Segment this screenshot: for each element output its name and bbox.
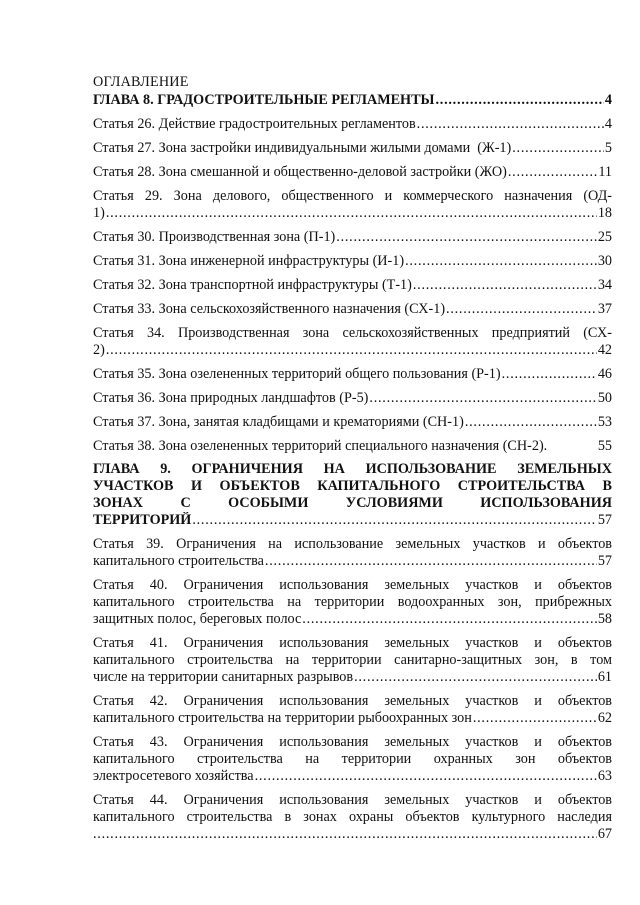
toc-entry-text-line: Статья 39. Ограничения на использование земельных участков и объектов — [93, 536, 612, 552]
toc-entry-last-line — [93, 768, 612, 785]
page-number: 57 — [597, 512, 612, 528]
toc-entry-article-32[interactable] — [93, 277, 612, 294]
toc-entry-text: Статья 28. Зона смешанной и общественно-деловой застройки (ЖО) — [93, 164, 507, 180]
dot-leader — [192, 512, 596, 529]
page-number: 63 — [597, 768, 612, 784]
toc-entry-text: Статья 27. Зона застройки индивидуальными жилыми домами (Ж-1) — [93, 140, 512, 156]
toc-entry-article-37[interactable] — [93, 414, 612, 431]
dot-leader — [413, 277, 597, 294]
toc-entry-text: 1) — [93, 205, 105, 221]
toc-entry-article-42[interactable] — [93, 693, 612, 727]
page-number: 67 — [597, 826, 612, 842]
dot-leader — [336, 229, 597, 246]
page-number: 62 — [597, 710, 612, 726]
toc-entry-text-line: Статья 41. Ограничения использования земельных участков и объектов — [93, 635, 612, 651]
toc-entry-article-35[interactable] — [93, 366, 612, 383]
toc-entry-last-line — [93, 611, 612, 628]
toc-entry-text-line: Статья 43. Ограничения использования земельных участков и объектов — [93, 734, 612, 750]
toc-entry-text: Статья 38. Зона озелененных территорий специального назначения (СН-2). — [93, 438, 548, 454]
toc-entry-article-28[interactable] — [93, 164, 612, 181]
toc-entry-text: ГЛАВА 8. ГРАДОСТРОИТЕЛЬНЫЕ РЕГЛАМЕНТЫ — [93, 92, 435, 108]
dot-leader — [465, 414, 597, 431]
toc-entry-text: капитального строительства — [93, 553, 264, 569]
toc-entry-text-line: капитального строительства на территории санитарно-защитных зон, в том — [93, 652, 612, 668]
toc-entry-last-line — [93, 205, 612, 222]
toc-entry-article-26[interactable] — [93, 116, 612, 133]
dot-leader — [93, 826, 597, 843]
toc-page — [93, 72, 612, 843]
page-number: 37 — [597, 301, 612, 317]
page-number: 46 — [597, 366, 612, 382]
toc-entry-article-34[interactable] — [93, 325, 612, 359]
toc-entry-text: Статья 30. Производственная зона (П-1) — [93, 229, 336, 245]
toc-entry-article-33[interactable] — [93, 301, 612, 318]
toc-entry-text: 2) — [93, 342, 105, 358]
dot-leader — [106, 205, 597, 222]
toc-entry-text-line: Статья 29. Зона делового, общественного и коммерческого назначения (ОД- — [93, 188, 612, 204]
toc-entry-article-38[interactable] — [93, 438, 612, 455]
toc-entry-last-line — [93, 710, 612, 727]
page-number: 55 — [597, 438, 612, 454]
toc-entry-text: Статья 26. Действие градостроительных регламентов — [93, 116, 416, 132]
toc-entry-text-line: Статья 42. Ограничения использования земельных участков и объектов — [93, 693, 612, 709]
page-number: 42 — [597, 342, 612, 358]
toc-entry-text-line: Статья 40. Ограничения использования земельных участков и объектов — [93, 577, 612, 593]
toc-entry-text: Статья 33. Зона сельскохозяйственного назначения (СХ-1) — [93, 301, 446, 317]
page-number: 25 — [597, 229, 612, 245]
toc-entry-article-40[interactable] — [93, 577, 612, 628]
dot-leader — [354, 669, 597, 686]
dot-leader — [512, 140, 604, 157]
page-number: 50 — [597, 390, 612, 406]
page-number: 11 — [598, 164, 612, 180]
dot-leader — [255, 768, 597, 785]
toc-entry-article-31[interactable] — [93, 253, 612, 270]
toc-entry-text-line: капитального строительства на территории охранных зон объектов — [93, 751, 612, 767]
dot-leader — [435, 92, 603, 109]
dot-leader — [446, 301, 597, 318]
page-number: 4 — [604, 116, 612, 132]
toc-entry-text: Статья 32. Зона транспортной инфраструктуры (Т-1) — [93, 277, 412, 293]
toc-entry-text: Статья 31. Зона инженерной инфраструктуры (И-1) — [93, 253, 405, 269]
toc-entry-article-44[interactable] — [93, 792, 612, 843]
toc-entry-text-line: УЧАСТКОВ И ОБЪЕКТОВ КАПИТАЛЬНОГО СТРОИТЕЛЬСТВА В — [93, 478, 612, 494]
toc-entry-article-41[interactable] — [93, 635, 612, 686]
dot-leader — [417, 116, 604, 133]
toc-entry-text: Статья 35. Зона озелененных территорий общего пользования (Р-1) — [93, 366, 501, 382]
toc-entry-text: защитных полос, береговых полос — [93, 611, 302, 627]
toc-entry-last-line — [93, 342, 612, 359]
toc-entry-text-line: Статья 44. Ограничения использования земельных участков и объектов — [93, 792, 612, 808]
page-number: 34 — [597, 277, 612, 293]
toc-entry-text-line: Статья 34. Производственная зона сельскохозяйственных предприятий (СХ- — [93, 325, 612, 341]
dot-leader — [502, 366, 597, 383]
toc-entry-article-27[interactable] — [93, 140, 612, 157]
toc-title: ОГЛАВЛЕНИЕ — [93, 74, 189, 90]
dot-leader — [369, 390, 596, 407]
toc-entry-last-line — [93, 553, 612, 570]
toc-entry-last-line — [93, 512, 612, 529]
toc-entry-text: Статья 36. Зона природных ландшафтов (Р-5) — [93, 390, 369, 406]
toc-entry-text: числе на территории санитарных разрывов — [93, 669, 354, 685]
dot-leader — [302, 611, 597, 628]
page-number: 5 — [604, 140, 612, 156]
toc-entry-text-line: капитального строительства в зонах охраны объектов культурного наследия — [93, 809, 612, 825]
toc-entry-last-line — [93, 826, 612, 843]
toc-entry-text-line: ГЛАВА 9. ОГРАНИЧЕНИЯ НА ИСПОЛЬЗОВАНИЕ ЗЕМЕЛЬНЫХ — [93, 461, 612, 477]
page-number: 61 — [597, 669, 612, 685]
page-number: 53 — [597, 414, 612, 430]
dot-leader — [265, 553, 597, 570]
page-number: 30 — [597, 253, 612, 269]
toc-entry-article-29[interactable] — [93, 188, 612, 222]
dot-leader — [106, 342, 597, 359]
page-number: 58 — [597, 611, 612, 627]
toc-entry-text-line: ЗОНАХ С ОСОБЫМИ УСЛОВИЯМИ ИСПОЛЬЗОВАНИЯ — [93, 495, 612, 511]
dot-leader — [508, 164, 597, 181]
toc-entry-article-43[interactable] — [93, 734, 612, 785]
toc-entry-text: Статья 37. Зона, занятая кладбищами и крематориями (СН-1) — [93, 414, 464, 430]
page-number: 4 — [604, 92, 612, 108]
toc-entry-article-36[interactable] — [93, 390, 612, 407]
dot-leader — [473, 710, 597, 727]
toc-entry-article-30[interactable] — [93, 229, 612, 246]
page-number: 57 — [597, 553, 612, 569]
toc-entry-text: капитального строительства на территории рыбоохранных зон — [93, 710, 472, 726]
toc-entry-text: электросетевого хозяйства — [93, 768, 254, 784]
toc-entry-chapter-8[interactable] — [93, 92, 612, 109]
toc-entry-article-39[interactable] — [93, 536, 612, 570]
dot-leader — [405, 253, 597, 270]
toc-entry-chapter-9[interactable] — [93, 461, 612, 529]
toc-entry-text-line: капитального строительства на территории водоохранных зон, прибрежных — [93, 594, 612, 610]
toc-entry-last-line — [93, 669, 612, 686]
page-number: 18 — [597, 205, 612, 221]
toc-entry-text: ТЕРРИТОРИЙ — [93, 512, 192, 528]
